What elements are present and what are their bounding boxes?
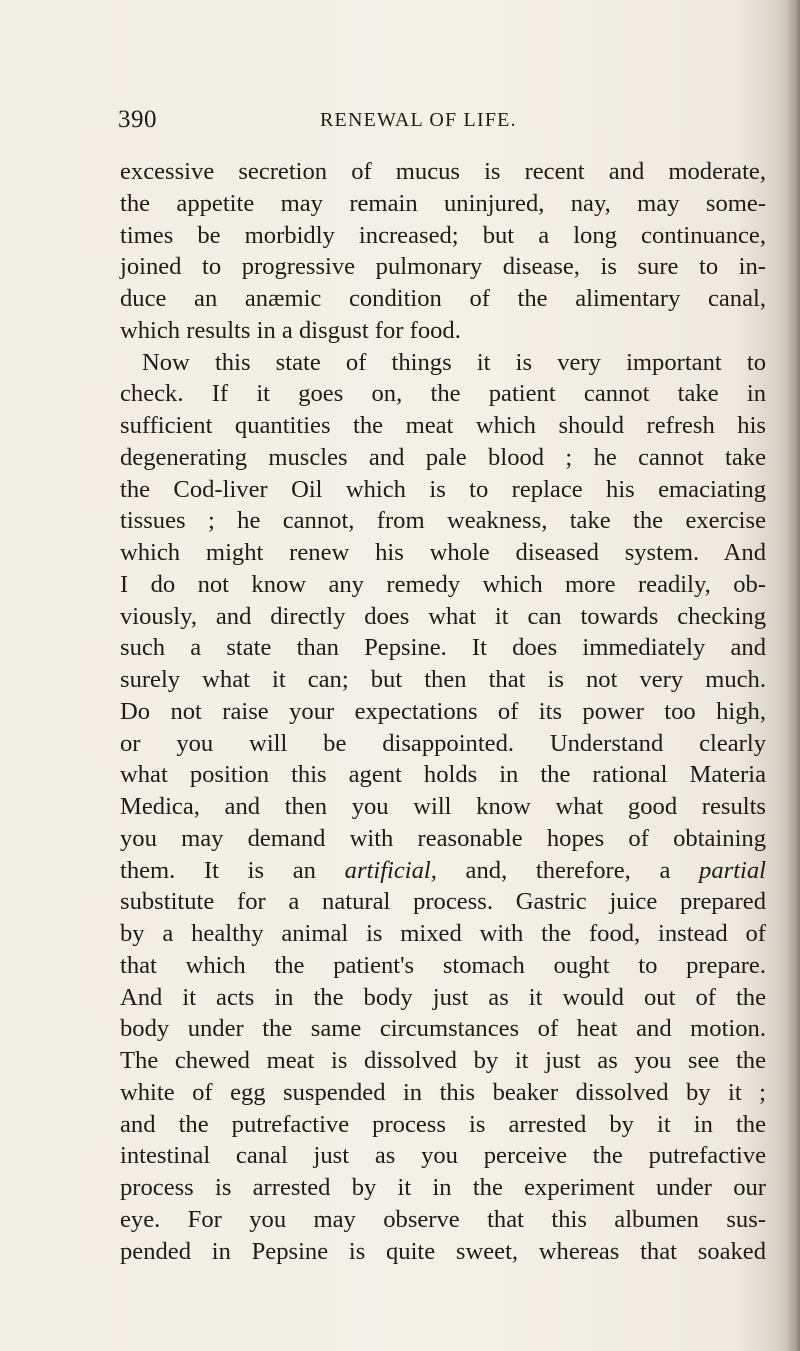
text-line: tissues ; he cannot, from weakness, take the exercise	[120, 507, 766, 535]
text-line: Do not raise your expectations of its power too high,	[120, 697, 766, 725]
text-run: them. It is an	[120, 856, 345, 884]
text-line: degenerating muscles and pale blood ; he cannot take	[120, 443, 766, 471]
text-line: the Cod-liver Oil which is to replace his emaciating	[120, 475, 766, 503]
italic-text: artificial,	[344, 856, 437, 884]
text-line: white of egg suspended in this beaker dissolved by it ;	[120, 1078, 766, 1106]
text-line: excessive secretion of mucus is recent and moderate,	[120, 158, 766, 185]
italic-text: partial	[699, 856, 767, 884]
text-line: substitute for a natural process. Gastric juice prepared	[120, 888, 766, 916]
text-line: the appetite may remain uninjured, nay, may some-	[120, 189, 766, 217]
text-line: I do not know any remedy which more readily, ob-	[120, 570, 766, 598]
text-line: and the putrefactive process is arrested by it in the	[120, 1110, 766, 1138]
text-line: such a state than Pepsine. It does immediately and	[120, 634, 766, 662]
text-line: Now this state of things it is very important to	[142, 348, 766, 376]
text-line: intestinal canal just as you perceive the putrefactive	[120, 1142, 766, 1170]
text-line: or you will be disappointed. Understand clearly	[120, 729, 766, 757]
binding-shadow	[786, 0, 800, 1351]
text-line: viously, and directly does what it can towards checking	[120, 602, 766, 630]
text-line: process is arrested by it in the experiment under our	[120, 1174, 766, 1201]
running-head: RENEWAL OF LIFE.	[320, 109, 517, 131]
text-line: surely what it can; but then that is not very much.	[120, 666, 766, 693]
text-run: and, therefore, a	[436, 856, 700, 884]
text-line: Medica, and then you will know what good results	[120, 793, 766, 820]
page-header	[118, 106, 776, 136]
text-line: check. If it goes on, the patient cannot take in	[120, 380, 766, 408]
text-line: eye. For you may observe that this albumen sus-	[120, 1205, 766, 1233]
body-text	[120, 156, 766, 1267]
text-line: And it acts in the body just as it would out of the	[120, 983, 766, 1011]
page-number: 390	[118, 106, 157, 133]
text-line-italic-mixed	[120, 855, 766, 887]
text-line: what position this agent holds in the rational Materia	[120, 761, 766, 789]
text-line: pended in Pepsine is quite sweet, whereas that soaked	[120, 1237, 766, 1265]
text-line: duce an anæmic condition of the alimentary canal,	[120, 285, 766, 312]
text-line: which might renew his whole diseased system. And	[120, 539, 766, 566]
text-line: joined to progressive pulmonary disease, is sure to in-	[120, 253, 766, 281]
text-line: that which the patient's stomach ought to prepare.	[120, 951, 766, 979]
text-line: by a healthy animal is mixed with the food, instead of	[120, 920, 766, 947]
text-line: you may demand with reasonable hopes of obtaining	[120, 824, 766, 852]
text-line: which results in a disgust for food.	[120, 316, 461, 344]
text-line: The chewed meat is dissolved by it just as you see the	[120, 1047, 766, 1074]
text-line: sufficient quantities the meat which should refresh his	[120, 412, 766, 439]
text-line: times be morbidly increased; but a long continuance,	[120, 221, 766, 249]
text-line: body under the same circumstances of heat and motion.	[120, 1015, 766, 1043]
